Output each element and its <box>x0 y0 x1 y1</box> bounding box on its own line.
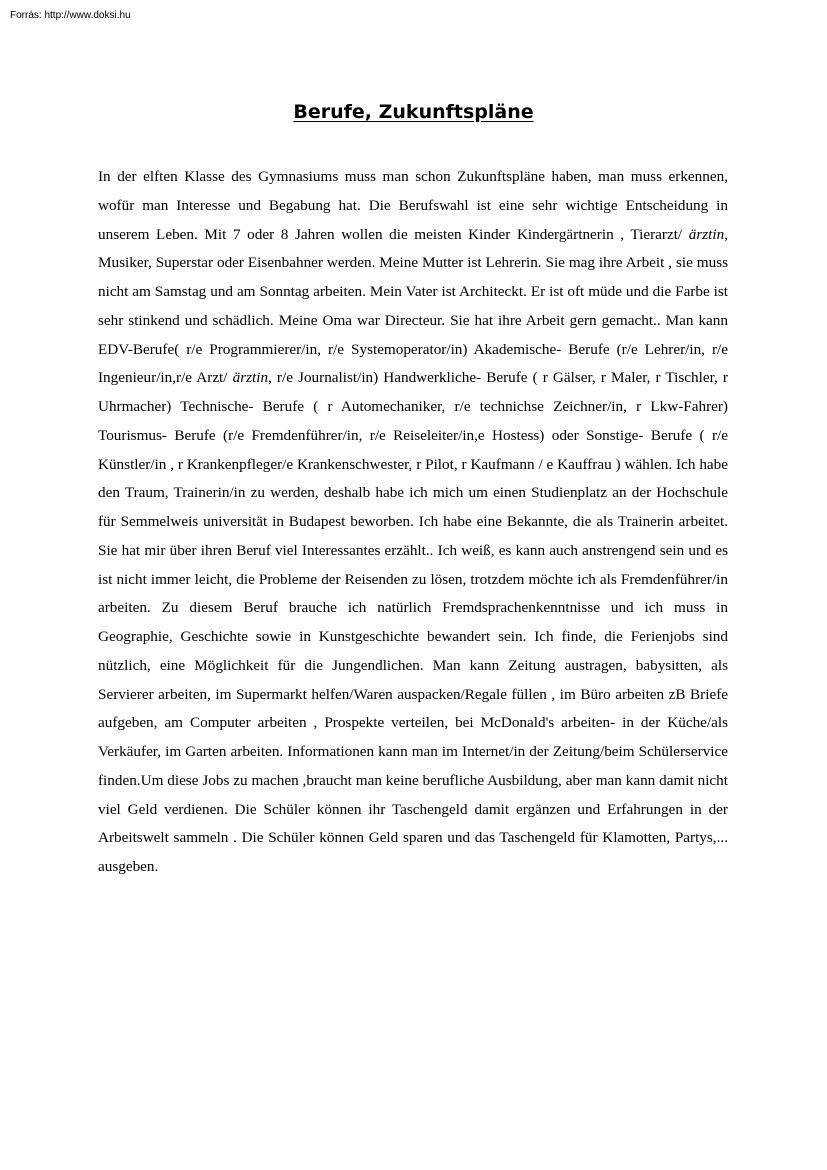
italic-segment: ärztin <box>232 369 269 387</box>
text-segment: , Musiker, Superstar oder Eisenbahner werden. Meine Mutter ist Lehrerin. Sie mag ihre Arbeit , sie muss nicht am Samstag und am Sonntag arbeiten. Mein Vater ist Architeckt. Er ist oft müde und die Farbe ist sehr stinkend und schädlich. Meine Oma war Directeur. Sie hat ihre Arbeit gern gemacht.. Man kann EDV-Berufe( r/e Programmierer/in, r/e Systemoperator/in) Akademische- Berufe (r/e Lehrer/in, r/e Ingenieur/in,r/e Arzt/ <box>98 225 728 387</box>
text-segment: In der elften Klasse des Gymnasiums muss man schon Zukunftspläne haben, man muss erkennen, wofür man Interesse und Begabung hat. Die Berufswahl ist eine sehr wichtige Entscheidung in unserem Leben. Mit 7 oder 8 Jahren wollen die meisten Kinder Kindergärtnerin , Tierarzt/ <box>98 168 728 243</box>
italic-segment: ärztin <box>688 225 725 243</box>
source-header: Forrás: http://www.doksi.hu <box>10 10 131 21</box>
text-segment: , r/e Journalist/in) Handwerkliche- Berufe ( r Gälser, r Maler, r Tischler, r Uhrmacher) Technische- Berufe ( r Automechaniker, r/e technichse Zeichner/in, r Lkw-Fahrer) Tourismus- Berufe (r/e Fremdenführer/in, r/e Reiseleiter/in,e Hostess) oder Sonstige- Berufe ( r/e Künstler/in , r Krankenpfleger/e Krankenschwester, r Pilot, r Kaufmann / e Kauffrau ) wählen. Ich habe den Traum, Trainerin/in zu werden, deshalb habe ich mich um einen Studienplatz an der Hochschule für Semmelweis universität in Budapest beworben. Ich habe eine Bekannte, die als Trainerin arbeitet. Sie hat mir über ihren Beruf viel Interessantes erzählt.. Ich weiß, es kann auch anstrengend sein und es ist nicht immer leicht, die Probleme der Reisenden zu lösen, trotzdem möchte ich als Fremdenführer/in arbeiten. Zu diesem Beruf brauche ich natürlich Fremdsprachenkenntnisse und ich muss in Geographie, Geschichte sowie in Kunstgeschichte bewandert sein. Ich finde, die Ferienjobs sind nützlich, eine Möglichkeit für die Jungendlichen. Man kann Zeitung austragen, babysitten, als Servierer arbeiten, im Supermarkt helfen/Waren auspacken/Regale füllen , im Büro arbeiten zB Briefe aufgeben, am Computer arbeiten , Prospekte verteilen, bei McDonald's arbeiten- in der Küche/als Verkäufer, im Garten arbeiten. Informationen kann man im Internet/in der Zeitung/beim Schülerservice finden.Um diese Jobs zu machen ,braucht man keine berufliche Ausbildung, aber man kann damit nicht viel Geld verdienen. Die Schüler können ihr Taschengeld damit ergänzen und Erfahrungen in der Arbeitswelt sammeln . Die Schüler können Geld sparen und das Taschengeld für Klamotten, Partys,... ausgeben. <box>98 369 728 875</box>
body-paragraph <box>98 163 728 882</box>
document-title: Berufe, Zukunftspläne <box>293 101 534 123</box>
